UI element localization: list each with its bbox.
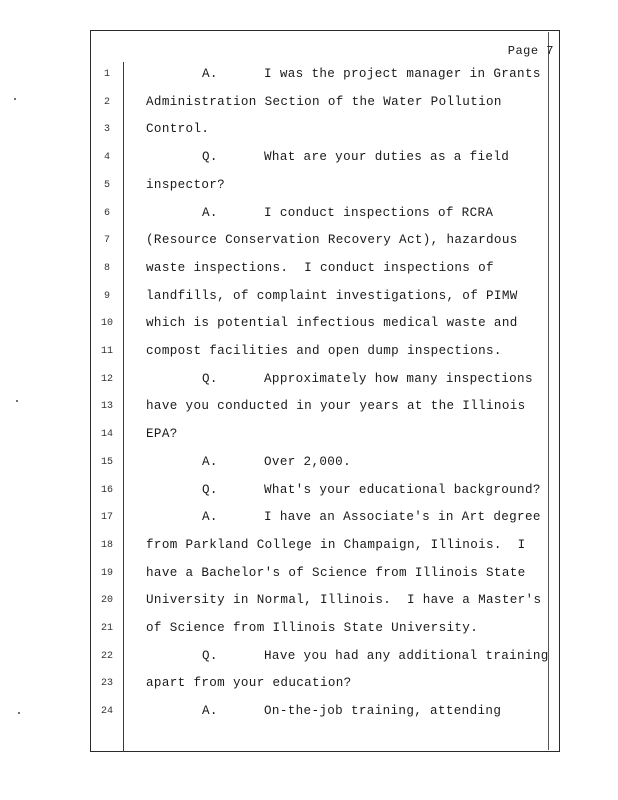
line-number-margin-rule xyxy=(123,62,124,752)
line-number: 9 xyxy=(103,290,110,302)
line-text: What are your duties as a field xyxy=(264,150,510,165)
line-text: compost facilities and open dump inspections. xyxy=(146,344,502,358)
transcript-line xyxy=(146,289,546,303)
transcript-line xyxy=(146,95,546,109)
line-number: 7 xyxy=(103,235,110,247)
line-text: of Science from Illinois State University. xyxy=(146,621,479,635)
transcript-line xyxy=(146,67,546,81)
line-text: which is potential infectious medical waste and xyxy=(146,316,518,331)
line-text: Have you had any additional training xyxy=(264,648,549,663)
line-text: I was the project manager in Grants xyxy=(264,67,541,81)
line-text: I have an Associate's in Art degree xyxy=(264,510,541,525)
transcript-line xyxy=(146,510,546,524)
speaker-label: A. xyxy=(202,67,218,81)
transcript-line xyxy=(146,483,546,497)
transcript-line xyxy=(146,344,546,358)
line-text: Over 2,000. xyxy=(264,454,351,469)
transcript-line xyxy=(146,676,546,690)
line-text: (Resource Conservation Recovery Act), hazardous xyxy=(146,233,518,248)
transcript-line xyxy=(146,150,546,164)
line-number: 1 xyxy=(103,69,110,80)
line-number: 16 xyxy=(100,484,113,496)
scan-speck xyxy=(16,400,18,402)
transcript-line xyxy=(146,122,546,136)
transcript-line xyxy=(146,233,546,247)
line-text: waste inspections. I conduct inspections of xyxy=(146,260,494,275)
line-text: apart from your education? xyxy=(146,676,352,691)
transcript-line xyxy=(146,316,546,330)
line-number: 2 xyxy=(103,96,110,108)
line-text: Approximately how many inspections xyxy=(264,371,533,386)
line-number: 19 xyxy=(100,567,113,579)
line-number: 24 xyxy=(100,706,113,718)
speaker-label: A. xyxy=(202,454,218,469)
speaker-label: A. xyxy=(202,205,218,220)
line-number: 17 xyxy=(100,512,113,524)
line-text: Administration Section of the Water Pollution xyxy=(146,94,502,109)
line-number: 12 xyxy=(100,373,113,385)
line-text: landfills, of complaint investigations, of PIMW xyxy=(146,288,518,303)
line-number: 21 xyxy=(100,623,113,634)
line-number: 10 xyxy=(100,318,113,330)
scan-speck xyxy=(18,712,20,714)
line-text: have you conducted in your years at the Illinois xyxy=(146,399,526,414)
transcript-page xyxy=(90,30,560,752)
transcript-line xyxy=(146,704,546,718)
line-text: I conduct inspections of RCRA xyxy=(264,205,494,220)
line-number: 14 xyxy=(100,429,113,441)
line-text: University in Normal, Illinois. I have a Master's xyxy=(146,593,542,608)
speaker-label: A. xyxy=(202,704,218,719)
right-margin-rule xyxy=(548,32,549,750)
line-number: 23 xyxy=(100,678,113,690)
speaker-label: Q. xyxy=(202,648,218,663)
transcript-line xyxy=(146,399,546,413)
speaker-label: Q. xyxy=(202,371,218,386)
transcript-line xyxy=(146,621,546,635)
transcript-line xyxy=(146,648,549,663)
line-number: 20 xyxy=(100,595,113,607)
line-number: 6 xyxy=(103,207,110,219)
transcript-line xyxy=(146,261,546,275)
speaker-label: Q. xyxy=(202,150,218,165)
transcript-line xyxy=(146,206,546,220)
transcript-line xyxy=(146,566,546,580)
line-text: have a Bachelor's of Science from Illinois State xyxy=(146,565,526,580)
line-text: inspector? xyxy=(146,177,226,192)
transcript-line xyxy=(146,593,546,607)
transcript-line xyxy=(146,372,546,386)
line-text: EPA? xyxy=(146,427,178,442)
line-number: 5 xyxy=(103,179,110,191)
line-number: 13 xyxy=(100,401,113,413)
transcript-line xyxy=(146,427,546,441)
page-number: Page 7 xyxy=(507,44,554,58)
line-number: 3 xyxy=(103,124,110,136)
line-number: 11 xyxy=(100,346,113,357)
line-number: 8 xyxy=(103,262,110,274)
speaker-label: Q. xyxy=(202,482,218,497)
transcript-line xyxy=(146,538,546,552)
line-number: 22 xyxy=(100,650,113,662)
speaker-label: A. xyxy=(202,510,218,525)
scan-speck xyxy=(14,98,16,100)
line-text: from Parkland College in Champaign, Illinois. I xyxy=(146,537,526,552)
line-number: 4 xyxy=(103,152,110,164)
line-number: 15 xyxy=(100,456,113,468)
transcript-line xyxy=(146,178,546,192)
line-text: On-the-job training, attending xyxy=(264,704,502,719)
line-number: 18 xyxy=(100,539,113,551)
line-text: Control. xyxy=(146,122,210,137)
line-text: What's your educational background? xyxy=(264,482,541,497)
transcript-line xyxy=(146,455,546,469)
